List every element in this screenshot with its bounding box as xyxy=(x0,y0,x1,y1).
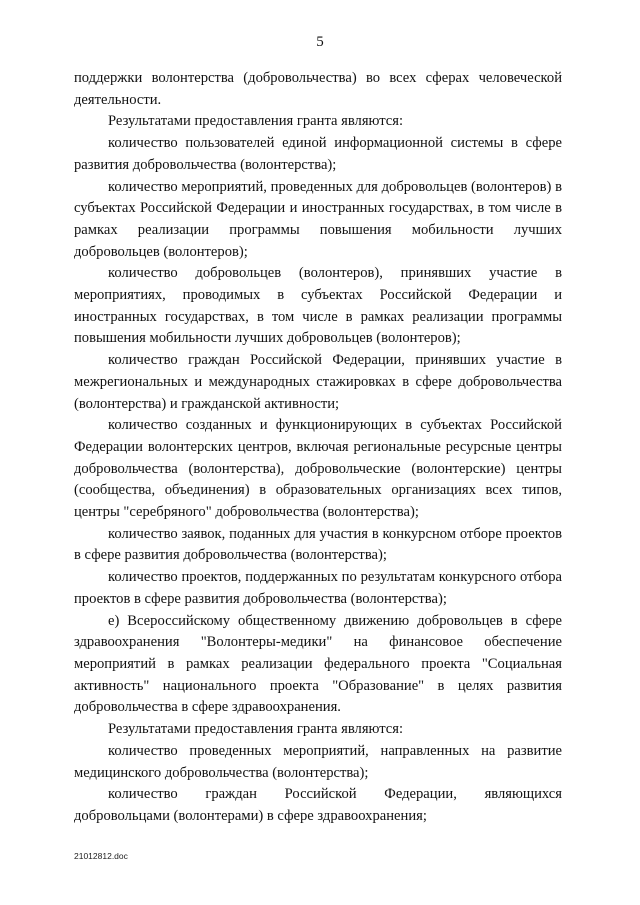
paragraph: количество проведенных мероприятий, направленных на развитие медицинского добровольчества (волонтерства); xyxy=(74,742,562,781)
document-file-code: 21012812.doc xyxy=(74,851,128,861)
paragraph: Результатами предоставления гранта являются: xyxy=(108,113,404,130)
page-number: 5 xyxy=(316,34,324,50)
paragraph: поддержки волонтерства (добровольчества) во всех сферах человеческой деятельности. xyxy=(74,70,562,108)
paragraph: количество добровольцев (волонтеров), принявших участие в мероприятиях, проводимых в субъектах Российской Федерации и иностранных государствах, в том числе в рамках реализации программы повышения мобильности лучших добровольцев (волонтеров); xyxy=(74,265,562,347)
paragraph: Результатами предоставления гранта являются: xyxy=(108,721,404,738)
paragraph: количество граждан Российской Федерации, являющихся добровольцами (волонтерами) в сфере здравоохранения; xyxy=(74,786,562,824)
paragraph: количество проектов, поддержанных по результатам конкурсного отбора проектов в сфере развития добровольчества (волонтерства); xyxy=(74,569,562,607)
body-text xyxy=(74,68,562,828)
paragraph: количество мероприятий, проведенных для добровольцев (волонтеров) в субъектах Российской Федерации и иностранных государствах, в том числе в рамках реализации программы повышения мобильности лучших добровольцев (волонтеров); xyxy=(74,178,562,260)
paragraph: количество заявок, поданных для участия в конкурсном отборе проектов в сфере развития добровольчества (волонтерства); xyxy=(74,525,562,564)
paragraph: количество граждан Российской Федерации, принявших участие в межрегиональных и международных стажировках в сфере добровольчества (волонтерства) и гражданской активности; xyxy=(74,352,562,412)
paragraph: е) Всероссийскому общественному движению добровольцев в сфере здравоохранения "Волонтеры-медики" на финансовое обеспечение мероприятий в рамках реализации федерального проекта "Социальная активность" национального проекта "Образование" в целях развития добровольчества в сфере здравоохранения. xyxy=(74,612,562,716)
paragraph: количество созданных и функционирующих в субъектах Российской Федерации волонтерских центров, включая региональные ресурсные центры добровольчества (волонтерства), добровольческие (волонтерские) центры (сообщества, объединения) в образовательных организациях всех типов, центры "серебряного" добровольчества (волонтерства); xyxy=(74,417,562,521)
paragraph: количество пользователей единой информационной системы в сфере развития добровольчества (волонтерства); xyxy=(74,135,562,173)
